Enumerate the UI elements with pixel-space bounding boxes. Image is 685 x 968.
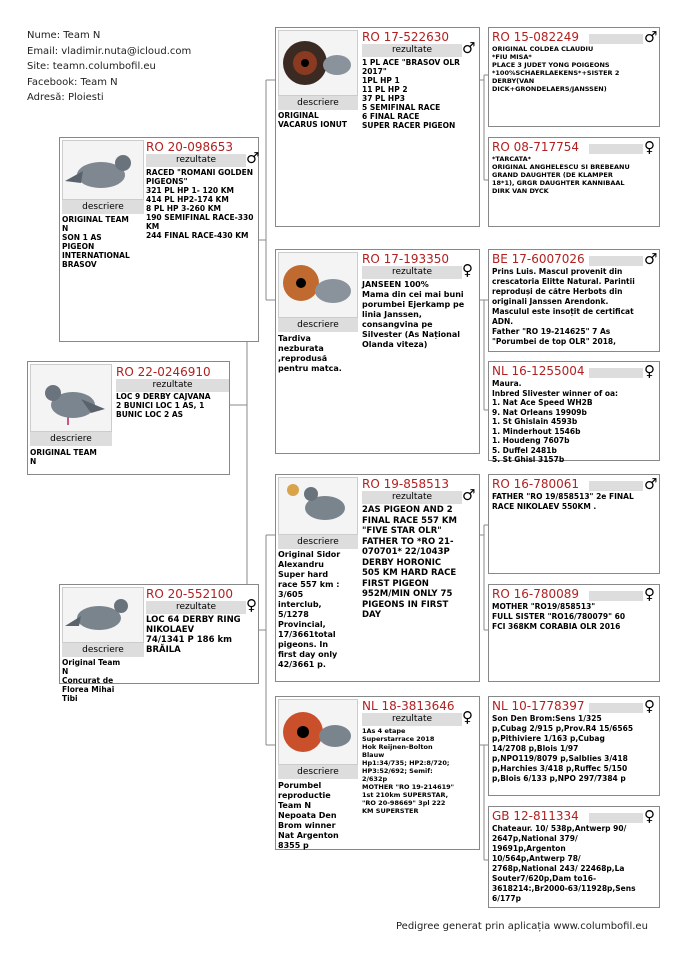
sdd-card [488, 361, 660, 464]
subject-card [27, 361, 230, 475]
ddd-notes: Chateaur. 10/ 538p,Antwerp 90/ 2647p,National 379/ 19691p,Argenton 10/564p,Antwerp 78/ 2768p,National 243/ 22468p,La Souter7/620p,Dam to16- 3618214:,Br2000-63/11928p,Sens 6/177p [492, 824, 636, 903]
sd-notes: JANSEEN 100% Mama din cei mai buni porumbei Ejerkamp pe linia Janssen, consangvina pe Silvester (As Național Olanda viteza) [362, 280, 465, 349]
dam-ring[interactable]: RO 20-552100 [146, 587, 234, 601]
pigeon-photo [278, 252, 358, 318]
sds-card [488, 249, 660, 352]
footer-credit[interactable]: Pedigree generat prin aplicația www.columbofil.eu [396, 921, 648, 932]
dam-dam-card [275, 696, 480, 850]
owner-email[interactable]: Email: vladimir.nuta@icloud.com [27, 45, 192, 57]
card-header-bar [589, 481, 643, 491]
dd-notes: 1As 4 etape Superstarrace 2018 Hok Reijnen-Bolton Blauw Hp1:34/735; HP2:8/720; HP3:52/692; Semif: 2/632p MOTHER "RO 19-214619" 1st 210km SUPERSTAR, "RO 20-98669" 3pl 222 KM SUPERSTER [362, 727, 455, 815]
ds-ring[interactable]: RO 19-858513 [362, 477, 450, 491]
sdd-notes: Maura. Inbred Slivester winner of oa: 1. Nat Ace Speed WH2B 9. Nat Orleans 19909b 1. St Ghislain 4593b 1. Minderhout 1546b 1. Houdeng 7607b 5. Duffel 2481b 5. St Ghisl 3157b [492, 379, 619, 464]
dds-ring[interactable]: NL 10-1778397 [492, 699, 585, 713]
descriere-button[interactable]: descriere [278, 318, 358, 332]
ds-left-note: Original Sidor Alexandru Super hard race 557 km : 3/605 interclub, 5/1278 Provincial, 17/3661total pigeons. In first day only 42/3661 p. [278, 550, 341, 669]
pigeon-icon [31, 365, 111, 431]
dd-ring[interactable]: NL 18-3813646 [362, 699, 455, 713]
sds-ring[interactable]: BE 17-6007026 [492, 252, 585, 266]
dsd-card [488, 584, 660, 682]
dam-notes: LOC 64 DERBY RING NIKOLAEV 74/1341 P 186 km BRĂILA [146, 615, 241, 655]
card-header-bar [589, 144, 643, 154]
sss-card [488, 27, 660, 127]
pigeon-eye-icon [279, 700, 357, 764]
card-header-bar [589, 813, 643, 823]
sire-left-note: ORIGINAL TEAM N SON 1 AS PIGEON INTERNATIONAL BRASOV [62, 215, 130, 269]
female-icon: ♀ [644, 807, 655, 825]
dsd-ring[interactable]: RO 16-780089 [492, 587, 580, 601]
female-icon: ♀ [644, 697, 655, 715]
pigeon-photo [62, 587, 144, 643]
card-header-bar [589, 703, 643, 713]
owner-name: Nume: Team N [27, 30, 101, 41]
dam-left-note: Original Team N Concurat de Florea Mihai Tibi [62, 658, 121, 703]
ddd-ring[interactable]: GB 12-811334 [492, 809, 579, 823]
rezultate-label[interactable]: rezultate [362, 44, 462, 57]
pigeon-icon [279, 478, 357, 534]
pigeon-photo [278, 477, 358, 535]
female-icon: ♀ [644, 585, 655, 603]
rezultate-label[interactable]: rezultate [116, 379, 229, 392]
male-icon: ♂ [644, 28, 658, 46]
pigeon-photo [278, 699, 358, 765]
pigeon-icon [63, 141, 143, 199]
male-icon: ♂ [462, 39, 476, 57]
ssd-notes: *TARCATA* ORIGINAL ANGHELESCU SI BREBEANU GRAND DAUGHTER (DE KLAMPER 18*1), GRGR DAUGHTER KANNIBAAL DIRK VAN DYCK [492, 155, 630, 195]
subject-notes: LOC 9 DERBY CAJVANA 2 BUNICI LOC 1 AS, 1 BUNIC LOC 2 AS [116, 392, 211, 419]
male-icon: ♂ [462, 486, 476, 504]
sss-notes: ORIGINAL COLDEA CLAUDIU *FIU MISA* PLACE 3 JUDET YONG POIGEONS *100%SCHAERLAEKENS*+SISTER 2 DERBY(VAN DICK+GRONDELAERS/JANSSEN) [492, 45, 620, 93]
rezultate-label[interactable]: rezultate [362, 266, 462, 279]
ss-left-note: ORIGINAL VACARUS IONUT [278, 111, 347, 129]
ssd-ring[interactable]: RO 08-717754 [492, 140, 580, 154]
sire-card [59, 137, 259, 342]
card-header-bar [589, 256, 643, 266]
sd-ring[interactable]: RO 17-193350 [362, 252, 450, 266]
subject-left-note: ORIGINAL TEAM N [30, 448, 97, 466]
descriere-button[interactable]: descriere [278, 96, 358, 110]
descriere-button[interactable]: descriere [30, 432, 112, 446]
descriere-button[interactable]: descriere [278, 765, 358, 779]
pigeon-photo [30, 364, 112, 432]
dsd-notes: MOTHER "RO19/858513" FULL SISTER "RO16/780079" 60 FCI 368KM CORABIA OLR 2016 [492, 602, 626, 631]
dss-ring[interactable]: RO 16-780061 [492, 477, 580, 491]
owner-site[interactable]: Site: teamn.columbofil.eu [27, 61, 156, 72]
male-icon: ♂ [644, 475, 658, 493]
pigeon-photo [62, 140, 144, 200]
rezultate-label[interactable]: rezultate [362, 491, 462, 504]
sss-ring[interactable]: RO 15-082249 [492, 30, 580, 44]
dam-card [59, 584, 259, 703]
dss-notes: FATHER "RO 19/858513" 2e FINAL RACE NIKOLAEV 550KM . [492, 492, 634, 511]
female-icon: ♀ [644, 362, 655, 380]
owner-address: Adresă: Ploiesti [27, 92, 104, 103]
dss-card [488, 474, 660, 574]
female-icon: ♀ [644, 138, 655, 156]
ds-notes: 2AS PIGEON AND 2 FINAL RACE 557 KM "FIVE STAR OLR" FATHER TO *RO 21- 070701* 22/1043P DERBY HORONIC 505 KM HARD RACE FIRST PIGEON 952M/MIN ONLY 75 PIGEONS IN FIRST DAY [362, 505, 457, 620]
sire-ring[interactable]: RO 20-098653 [146, 140, 234, 154]
card-header-bar [589, 591, 643, 601]
rezultate-label[interactable]: rezultate [146, 601, 246, 614]
dds-notes: Son Den Brom:Sens 1/325 p,Cubag 2/915 p,Prov.R4 15/6565 p,Pithiviere 1/163 p,Cubag 14/2708 p,Blois 1/97 p,NPO119/8079 p,Salblies 3/418 p,Harchies 3/418 p,Ruffec 5/150 p,Blois 6/133 p,NPO 297/7384 p [492, 714, 634, 783]
descriere-button[interactable]: descriere [62, 200, 144, 214]
descriere-button[interactable]: descriere [278, 535, 358, 549]
dd-left-note: Porumbel reproductie Team N Nepoata Den Brom winner Nat Argenton 8355 p [278, 781, 339, 850]
card-header-bar [589, 34, 643, 44]
descriere-button[interactable]: descriere [62, 643, 144, 657]
rezultate-label[interactable]: rezultate [362, 713, 462, 726]
male-icon: ♂ [246, 149, 260, 167]
subject-ring[interactable]: RO 22-0246910 [116, 365, 211, 379]
pigeon-eye-icon [279, 253, 357, 317]
dds-card [488, 696, 660, 796]
owner-info [27, 28, 191, 106]
sire-notes: RACED "ROMANI GOLDEN PIGEONS" 321 PL HP 1- 120 KM 414 PL HP2-174 KM 8 PL HP 3-260 KM 190 SEMIFINAL RACE-330 KM 244 FINAL RACE-430 KM [146, 168, 254, 240]
owner-facebook: Facebook: Team N [27, 76, 118, 88]
female-icon: ♀ [246, 596, 257, 614]
ssd-card [488, 137, 660, 227]
sire-sire-card [275, 27, 480, 227]
sire-dam-card [275, 249, 480, 454]
pigeon-eye-icon [279, 31, 357, 95]
rezultate-label[interactable]: rezultate [146, 154, 246, 167]
card-header-bar [589, 368, 643, 378]
pigeon-icon [63, 588, 143, 642]
male-icon: ♂ [644, 250, 658, 268]
sdd-ring[interactable]: NL 16-1255004 [492, 364, 585, 378]
ss-notes: 1 PL ACE "BRASOV OLR 2017" 1PL HP 1 11 PL HP 2 37 PL HP3 5 SEMIFINAL RACE 6 FINAL RACE SUPER RACER PIGEON [362, 58, 460, 130]
pigeon-photo [278, 30, 358, 96]
female-icon: ♀ [462, 261, 473, 279]
ddd-card [488, 806, 660, 908]
female-icon: ♀ [462, 708, 473, 726]
sds-notes: Prins Luis. Mascul provenit din crescatoria Elitte Natural. Parintii reproduși de către Herbots din originali Janssen Arendonk. Masculul este insoțit de certificat ADN. Father "RO 19-214625" 7 As "Porumbei de top OLR" 2018, [492, 267, 635, 346]
dam-sire-card [275, 474, 480, 682]
ss-ring[interactable]: RO 17-522630 [362, 30, 450, 44]
sd-left-note: Tardiva nezburata ,reprodusă pentru matca. [278, 334, 342, 373]
